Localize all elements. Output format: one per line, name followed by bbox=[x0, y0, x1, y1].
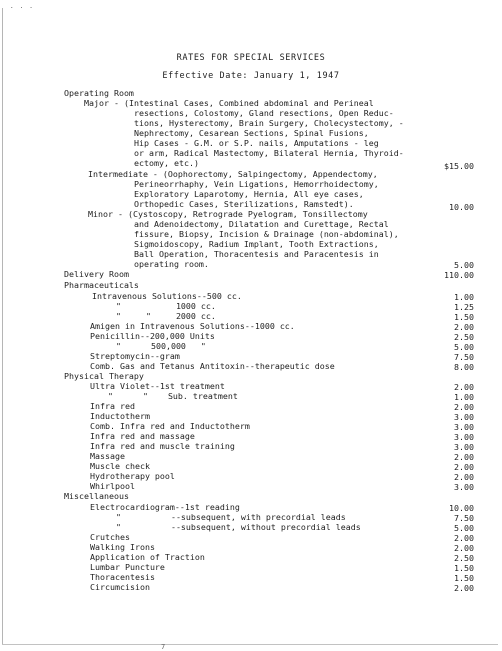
list-item-label: Whirlpool bbox=[90, 481, 135, 491]
list-item-label: Circumcision bbox=[90, 582, 150, 592]
major-text-line: ectomy, etc.) bbox=[134, 158, 199, 168]
list-item-label: Thoracentesis bbox=[90, 572, 155, 582]
page-edge-bottom bbox=[2, 644, 498, 645]
major-text-line: resections, Colostomy, Gland resections, Open Reduc- bbox=[134, 108, 394, 118]
minor-text-line: operating room. bbox=[134, 259, 209, 269]
list-item-rate: 2.00 bbox=[454, 322, 474, 332]
footer-mark: 7 bbox=[161, 643, 166, 651]
minor-rate: 5.00 bbox=[454, 260, 474, 270]
list-item-label: Massage bbox=[90, 451, 125, 461]
minor-text-line: Ball Operation, Thoracentesis and Paracentesis in bbox=[134, 249, 379, 259]
list-item-label: " --subsequent, without precordial leads bbox=[116, 522, 361, 532]
list-item-label: Intravenous Solutions--500 cc. bbox=[92, 291, 242, 301]
effective-date: Effective Date: January 1, 1947 bbox=[162, 71, 340, 81]
section-heading-physical-therapy: Physical Therapy bbox=[64, 371, 144, 381]
list-item-label: Infra red and massage bbox=[90, 431, 195, 441]
list-item-label: Infra red and muscle training bbox=[90, 441, 235, 451]
list-item-label: Hydrotherapy pool bbox=[90, 471, 175, 481]
list-item-label: Ultra Violet--1st treatment bbox=[90, 381, 225, 391]
list-item-rate: 3.00 bbox=[454, 412, 474, 422]
intermediate-text-line: Intermediate - (Oophorectomy, Salpingectomy, Appendectomy, bbox=[88, 169, 378, 179]
list-item-label: Inductotherm bbox=[90, 411, 150, 421]
list-item-rate: 3.00 bbox=[454, 442, 474, 452]
intermediate-text-line: Exploratory Laparotomy, Hernia, All eye cases, bbox=[134, 189, 364, 199]
intermediate-text-line: Perineorrhaphy, Vein Ligations, Hemorrhoidectomy, bbox=[134, 179, 379, 189]
list-item-rate: 7.50 bbox=[454, 513, 474, 523]
list-item-label: Lumbar Puncture bbox=[90, 562, 165, 572]
page-edge-left bbox=[2, 8, 3, 644]
list-item-rate: 2.00 bbox=[454, 583, 474, 593]
list-item-label: " " Sub. treatment bbox=[108, 391, 238, 401]
list-item-rate: 2.00 bbox=[454, 452, 474, 462]
section-heading-operating-room: Operating Room bbox=[64, 88, 134, 98]
list-item-label: " 1000 cc. bbox=[116, 301, 216, 311]
minor-text-line: Sigmoidoscopy, Radium Implant, Tooth Extractions, bbox=[134, 239, 379, 249]
list-item-label: Comb. Infra red and Inductotherm bbox=[90, 421, 250, 431]
list-item-rate: 5.00 bbox=[454, 523, 474, 533]
list-item-label: Walking Irons bbox=[90, 542, 155, 552]
list-item-rate: 5.00 bbox=[454, 342, 474, 352]
list-item-label: " " 2000 cc. bbox=[116, 311, 216, 321]
list-item-rate: 1.25 bbox=[454, 302, 474, 312]
list-item-rate: 7.50 bbox=[454, 352, 474, 362]
list-item-label: Penicillin--200,000 Units bbox=[90, 331, 215, 341]
list-item-label: Electrocardiogram--1st reading bbox=[90, 502, 240, 512]
major-text-line: tions, Hysterectomy, Brain Surgery, Cholecystectomy, - bbox=[134, 118, 404, 128]
list-item-rate: 1.50 bbox=[454, 573, 474, 583]
major-text-line: Major - (Intestinal Cases, Combined abdominal and Perineal bbox=[84, 98, 374, 108]
list-item-rate: 2.00 bbox=[454, 472, 474, 482]
list-item-label: Comb. Gas and Tetanus Antitoxin--therapeutic dose bbox=[90, 361, 335, 371]
major-rate: $15.00 bbox=[444, 161, 474, 171]
list-item-label: Muscle check bbox=[90, 461, 150, 471]
list-item-label: " 500,000 " bbox=[116, 341, 206, 351]
intermediate-rate: 10.00 bbox=[449, 202, 474, 212]
list-item-label: Streptomycin--gram bbox=[90, 351, 180, 361]
header-marks: ... bbox=[10, 3, 39, 10]
list-item-rate: 8.00 bbox=[454, 362, 474, 372]
section-heading-miscellaneous: Miscellaneous bbox=[64, 491, 129, 501]
list-item-label: " --subsequent, with precordial leads bbox=[116, 512, 346, 522]
list-item-rate: 1.50 bbox=[454, 563, 474, 573]
list-item-rate: 2.00 bbox=[454, 543, 474, 553]
list-item-rate: 3.00 bbox=[454, 422, 474, 432]
intermediate-text-line: Orthopedic Cases, Sterilizations, Ramstedt). bbox=[134, 199, 354, 209]
list-item-rate: 2.50 bbox=[454, 332, 474, 342]
minor-text-line: fissure, Biopsy, Incision & Drainage (non-abdominal), bbox=[134, 229, 399, 239]
list-item-label: Infra red bbox=[90, 401, 135, 411]
list-item-rate: 1.50 bbox=[454, 312, 474, 322]
list-item-label: Crutches bbox=[90, 532, 130, 542]
list-item-rate: 3.00 bbox=[454, 432, 474, 442]
minor-text-line: and Adenoidectomy, Dilatation and Curettage, Rectal bbox=[134, 219, 389, 229]
delivery-room-label: Delivery Room bbox=[64, 269, 129, 279]
minor-text-line: Minor - (Cystoscopy, Retrograde Pyelogram, Tonsillectomy bbox=[88, 209, 368, 219]
list-item-label: Amigen in Intravenous Solutions--1000 cc. bbox=[90, 321, 295, 331]
list-item-rate: 1.00 bbox=[454, 392, 474, 402]
section-heading-pharmaceuticals: Pharmaceuticals bbox=[64, 280, 139, 290]
list-item-rate: 1.00 bbox=[454, 292, 474, 302]
delivery-room-rate: 110.00 bbox=[444, 270, 474, 280]
list-item-rate: 2.50 bbox=[454, 553, 474, 563]
list-item-rate: 3.00 bbox=[454, 482, 474, 492]
list-item-rate: 2.00 bbox=[454, 533, 474, 543]
list-item-rate: 2.00 bbox=[454, 402, 474, 412]
list-item-rate: 2.00 bbox=[454, 382, 474, 392]
list-item-rate: 2.00 bbox=[454, 462, 474, 472]
major-text-line: Nephrectomy, Cesarean Sections, Spinal Fusions, bbox=[134, 128, 369, 138]
major-text-line: Hip Cases - G.M. or S.P. nails, Amputations - leg bbox=[134, 138, 379, 148]
document-title: RATES FOR SPECIAL SERVICES bbox=[176, 53, 326, 63]
list-item-rate: 10.00 bbox=[449, 503, 474, 513]
major-text-line: or arm, Radical Mastectomy, Bilateral Hernia, Thyroid- bbox=[134, 148, 404, 158]
list-item-label: Application of Traction bbox=[90, 552, 205, 562]
